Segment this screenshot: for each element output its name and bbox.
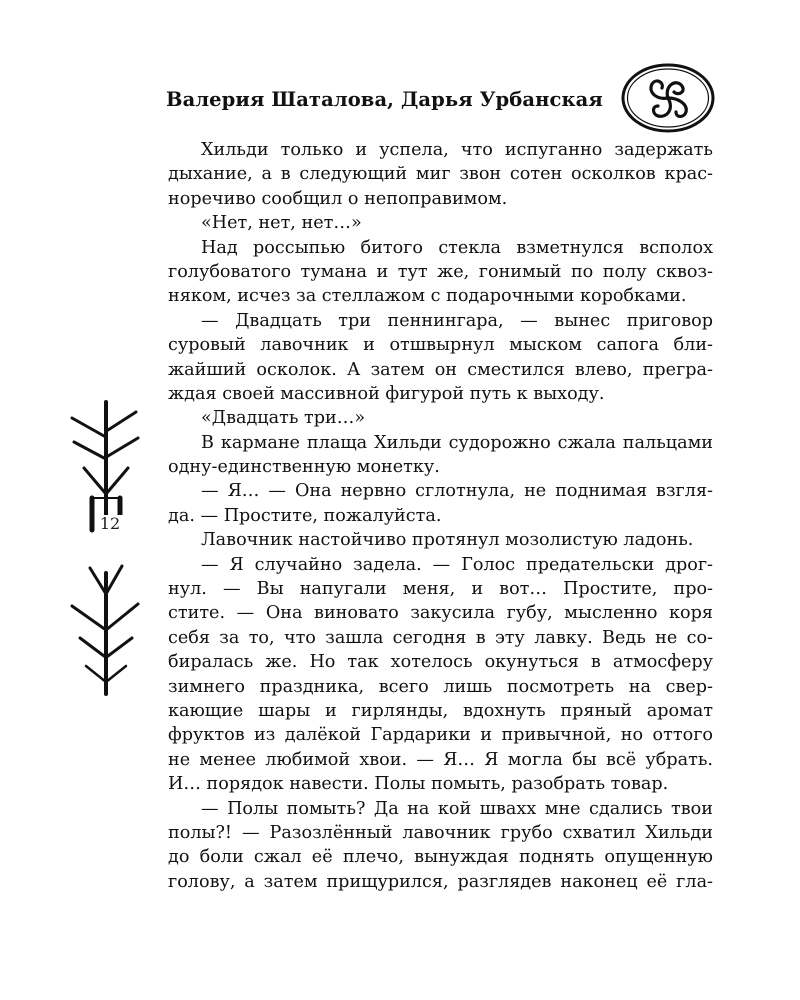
text-line: одну-единственную монетку. [168,457,440,478]
text-line: полы?! — Разозлённый лавочник грубо схватил Хильди [168,822,713,843]
text-line: норечиво сообщил о непоправимом. [168,188,508,209]
text-line: Хильди только и успела, что испуганно задержать [201,140,713,160]
text-line: Над россыпью битого стекла взметнулся всполох [201,237,713,258]
text-line: «Двадцать три…» [201,408,366,429]
text-line: себя за то, что зашла сегодня в эту лавку. Ведь не со- [168,627,713,648]
text-line: голубоватого тумана и тут же, гонимый по полу сквоз- [168,261,713,282]
text-line: няком, исчез за стеллажом с подарочными коробками. [168,286,687,307]
text-line: не менее любимой хвои. — Я… Я могла бы всё убрать. [168,749,713,770]
text-line: жайший осколок. А затем он сместился влево, прегра- [168,359,713,380]
page-number: 12 [95,515,125,533]
text-line: дыхание, а в следующий миг звон сотен осколков крас- [168,164,713,185]
text-line: — Я случайно задела. — Голос предательски дрог- [201,554,713,575]
text-line: «Нет, нет, нет…» [201,213,362,234]
text-line: — Полы помыть? Да на кой швахх мне сдались твои [201,798,713,819]
text-line: — Двадцать три пеннингара, — вынес приговор [201,310,713,331]
running-head-authors: Валерия Шаталова, Дарья Урбанская [166,88,603,111]
text-line: И… порядок навести. Полы помыть, разобрать товар. [168,774,669,795]
rune-ornament-icon [62,398,146,698]
text-line: голову, а затем прищурился, разглядев наконец её гла- [168,871,713,892]
text-line: кающие шары и гирлянды, вдохнуть пряный аромат [168,700,713,721]
triskele-icon [620,62,716,134]
text-line: В кармане плаща Хильди судорожно сжала пальцами [201,432,713,453]
text-line: да. — Простите, пожалуйста. [168,505,442,526]
body-text [168,138,713,894]
text-line: — Я… — Она нервно сглотнула, не поднимая взгля- [201,481,713,502]
text-line: зимнего праздника, всего лишь посмотреть на свер- [168,676,713,697]
text-line: биралась же. Но так хотелось окунуться в атмосферу [168,652,713,673]
text-line: Лавочник настойчиво протянул мозолистую ладонь. [201,530,694,551]
text-line: суровый лавочник и отшвырнул мыском сапога бли- [168,335,713,356]
text-line: до боли сжал её плечо, вынуждая поднять опущенную [168,847,713,868]
text-line: стите. — Она виновато закусила губу, мысленно коря [168,603,713,624]
text-line: фруктов из далёкой Гардарики и привычной, но оттого [168,725,713,746]
text-line: нул. — Вы напугали меня, и вот… Простите, про- [168,579,713,600]
text-line: ждая своей массивной фигурой путь к выходу. [168,383,605,404]
